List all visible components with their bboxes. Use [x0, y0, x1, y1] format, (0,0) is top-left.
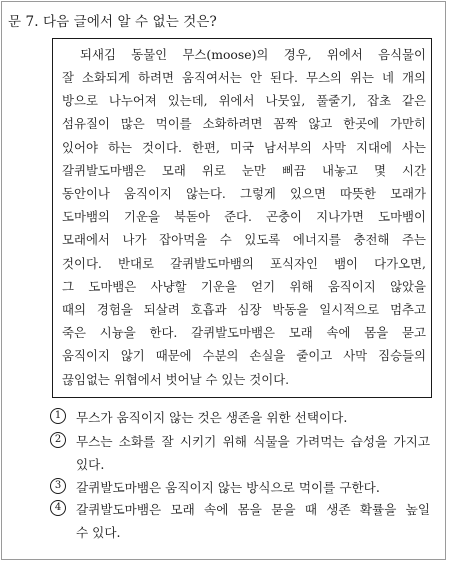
- passage-line-2: 잘 소화되게 하려면 움직여서는 안 된다. 무스의 위는 네 개의: [62, 70, 426, 85]
- choice-number-3: 3: [50, 478, 66, 494]
- passage-line-4: 섬유질이 많은 먹이를 소화하려면 꼼짝 않고 한곳에 가만히: [62, 116, 426, 131]
- passage-line-14: 움직이지 않기 때문에 수분의 손실을 줄이고 사막 짐승들의: [62, 348, 426, 363]
- choice-text-2-line-2: 있다.: [76, 457, 105, 472]
- choice-text-3: 갈퀴발도마뱀은 움직이지 않는 방식으로 먹이를 구한다.: [76, 480, 380, 495]
- passage-line-3: 방으로 나누어져 있는데, 위에서 나뭇잎, 풀줄기, 잡초 같은: [62, 93, 426, 108]
- choice-number-4: 4: [50, 500, 66, 516]
- passage-line-15: 끊임없는 위협에서 벗어날 수 있는 것이다.: [62, 372, 290, 387]
- question-title: 문 7. 다음 글에서 알 수 없는 것은?: [8, 14, 217, 30]
- choice-text-2-line-1: 무스는 소화를 잘 시키기 위해 식물을 가려먹는 습성을 가지고: [76, 434, 430, 449]
- choice-text-4-line-2: 수 있다.: [76, 525, 121, 540]
- passage-line-10: 것이다. 반대로 갈퀴발도마뱀의 포식자인 뱀이 다가오면,: [62, 256, 426, 271]
- passage-line-12: 때의 경험을 되살려 호흡과 심장 박동을 일시적으로 멈추고: [62, 302, 426, 317]
- passage-line-6: 갈퀴발도마뱀은 모래 위로 눈만 삐끔 내놓고 몇 시간: [62, 163, 426, 178]
- passage-line-5: 있어야 하는 것이다. 한편, 미국 남서부의 사막 지대에 사는: [62, 140, 426, 155]
- passage-line-9: 모래에서 나가 잡아먹을 수 있도록 에너지를 충전해 주는: [62, 232, 426, 247]
- passage-line-1: 되새김 동물인 무스(moose)의 경우, 위에서 음식물이: [80, 47, 426, 62]
- passage-line-13: 죽은 시늉을 한다. 갈퀴발도마뱀은 모래 속에 몸을 묻고: [62, 325, 426, 340]
- passage-line-11: 그 도마뱀은 사냥할 기운을 얻기 위해 움직이지 않았을: [62, 279, 426, 294]
- choice-number-2: 2: [50, 432, 66, 448]
- choice-text-4-line-1: 갈퀴발도마뱀은 모래 속에 몸을 묻을 때 생존 확률을 높일: [76, 502, 430, 517]
- choice-number-1: 1: [50, 408, 66, 424]
- choice-text-1: 무스가 움직이지 않는 것은 생존을 위한 선택이다.: [76, 410, 348, 425]
- passage-line-8: 도마뱀의 기운을 북돋아 준다. 곤충이 지나가면 도마뱀이: [62, 209, 426, 224]
- passage-line-7: 동안이나 움직이지 않는다. 그렇게 있으면 따뜻한 모래가: [62, 186, 426, 201]
